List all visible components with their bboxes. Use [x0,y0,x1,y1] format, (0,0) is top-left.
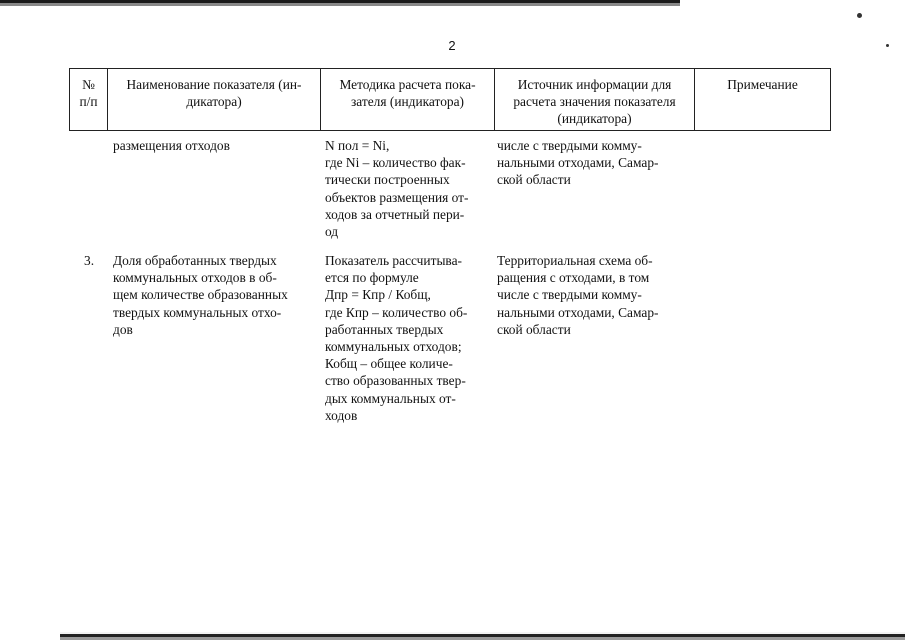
cell-line: числе с твердыми комму- [497,138,642,153]
cell-line: тически построенных [325,172,450,188]
cell-line: размещения отходов [113,138,230,153]
header-line: расчета значения показателя [513,94,676,110]
header-line: № [82,77,95,92]
header-name [108,76,320,110]
cell-line: Территориальная схема об- [497,253,653,268]
cell-line: щем количестве образованных [113,287,288,303]
cell-line: работанных твердых [325,321,444,337]
row-3-source [497,252,692,338]
scan-top-border [0,0,680,6]
cell-line: ство образованных твер- [325,373,466,389]
cell-line: ходов за отчетный пери- [325,206,465,222]
cell-line: дов [113,321,133,337]
cell-line: где Кпр – количество об- [325,304,468,320]
header-note [695,76,830,93]
header-line: Наименование показателя (ин- [126,77,302,92]
cell-line: нальными отходами, Самар- [497,304,659,320]
cell-line: дых коммунальных от- [325,390,456,406]
cell-line: Показатель рассчитыва- [325,253,462,268]
header-source [495,76,694,128]
cell-line: нальными отходами, Самар- [497,155,659,171]
row-3-num: 3. [84,253,95,268]
scan-bottom-border [60,632,905,640]
cell-line: числе с твердыми комму- [497,287,642,303]
header-line: п/п [79,94,98,110]
cell-line: Доля обработанных твердых [113,253,277,268]
header-line: Примечание [727,77,798,92]
cell-line: ской области [497,172,571,188]
page-number: 2 [448,38,456,53]
header-line: дикатора) [186,94,242,110]
scan-speck [886,44,889,47]
header-num [70,76,107,110]
cell-line: ходов [325,407,358,423]
formula: N пол = Ni, [325,138,390,153]
continued-row-source [497,137,692,189]
cell-line: объектов размещения от- [325,189,469,205]
cell-line: твердых коммунальных отхо- [113,304,282,320]
cell-line: ется по формуле [325,270,419,286]
cell-line: од [325,224,339,240]
cell-line: ращения с отходами, в том [497,270,650,286]
continued-row-name [113,137,317,154]
header-method [321,76,494,110]
header-line: (индикатора) [557,111,632,127]
cell-line: ской области [497,321,571,337]
table-top-border [69,68,831,69]
table-border-right [830,68,831,131]
table-header-bottom-border [69,130,831,131]
scan-speck [857,13,862,18]
cell-line: коммунальных отходов в об- [113,270,277,286]
cell-line: коммунальных отходов; [325,339,462,355]
continued-row-method [325,137,493,240]
cell-line: где Ni – количество фак- [325,155,466,171]
row-3-name [113,252,318,338]
row-3-method [325,252,493,424]
header-line: Источник информации для [517,77,672,92]
header-line: зателя (индикатора) [350,94,464,110]
cell-line: Кобщ – общее количе- [325,356,453,372]
header-line: Методика расчета пока- [339,77,476,92]
formula: Дпр = Кпр / Кобщ, [325,287,431,303]
